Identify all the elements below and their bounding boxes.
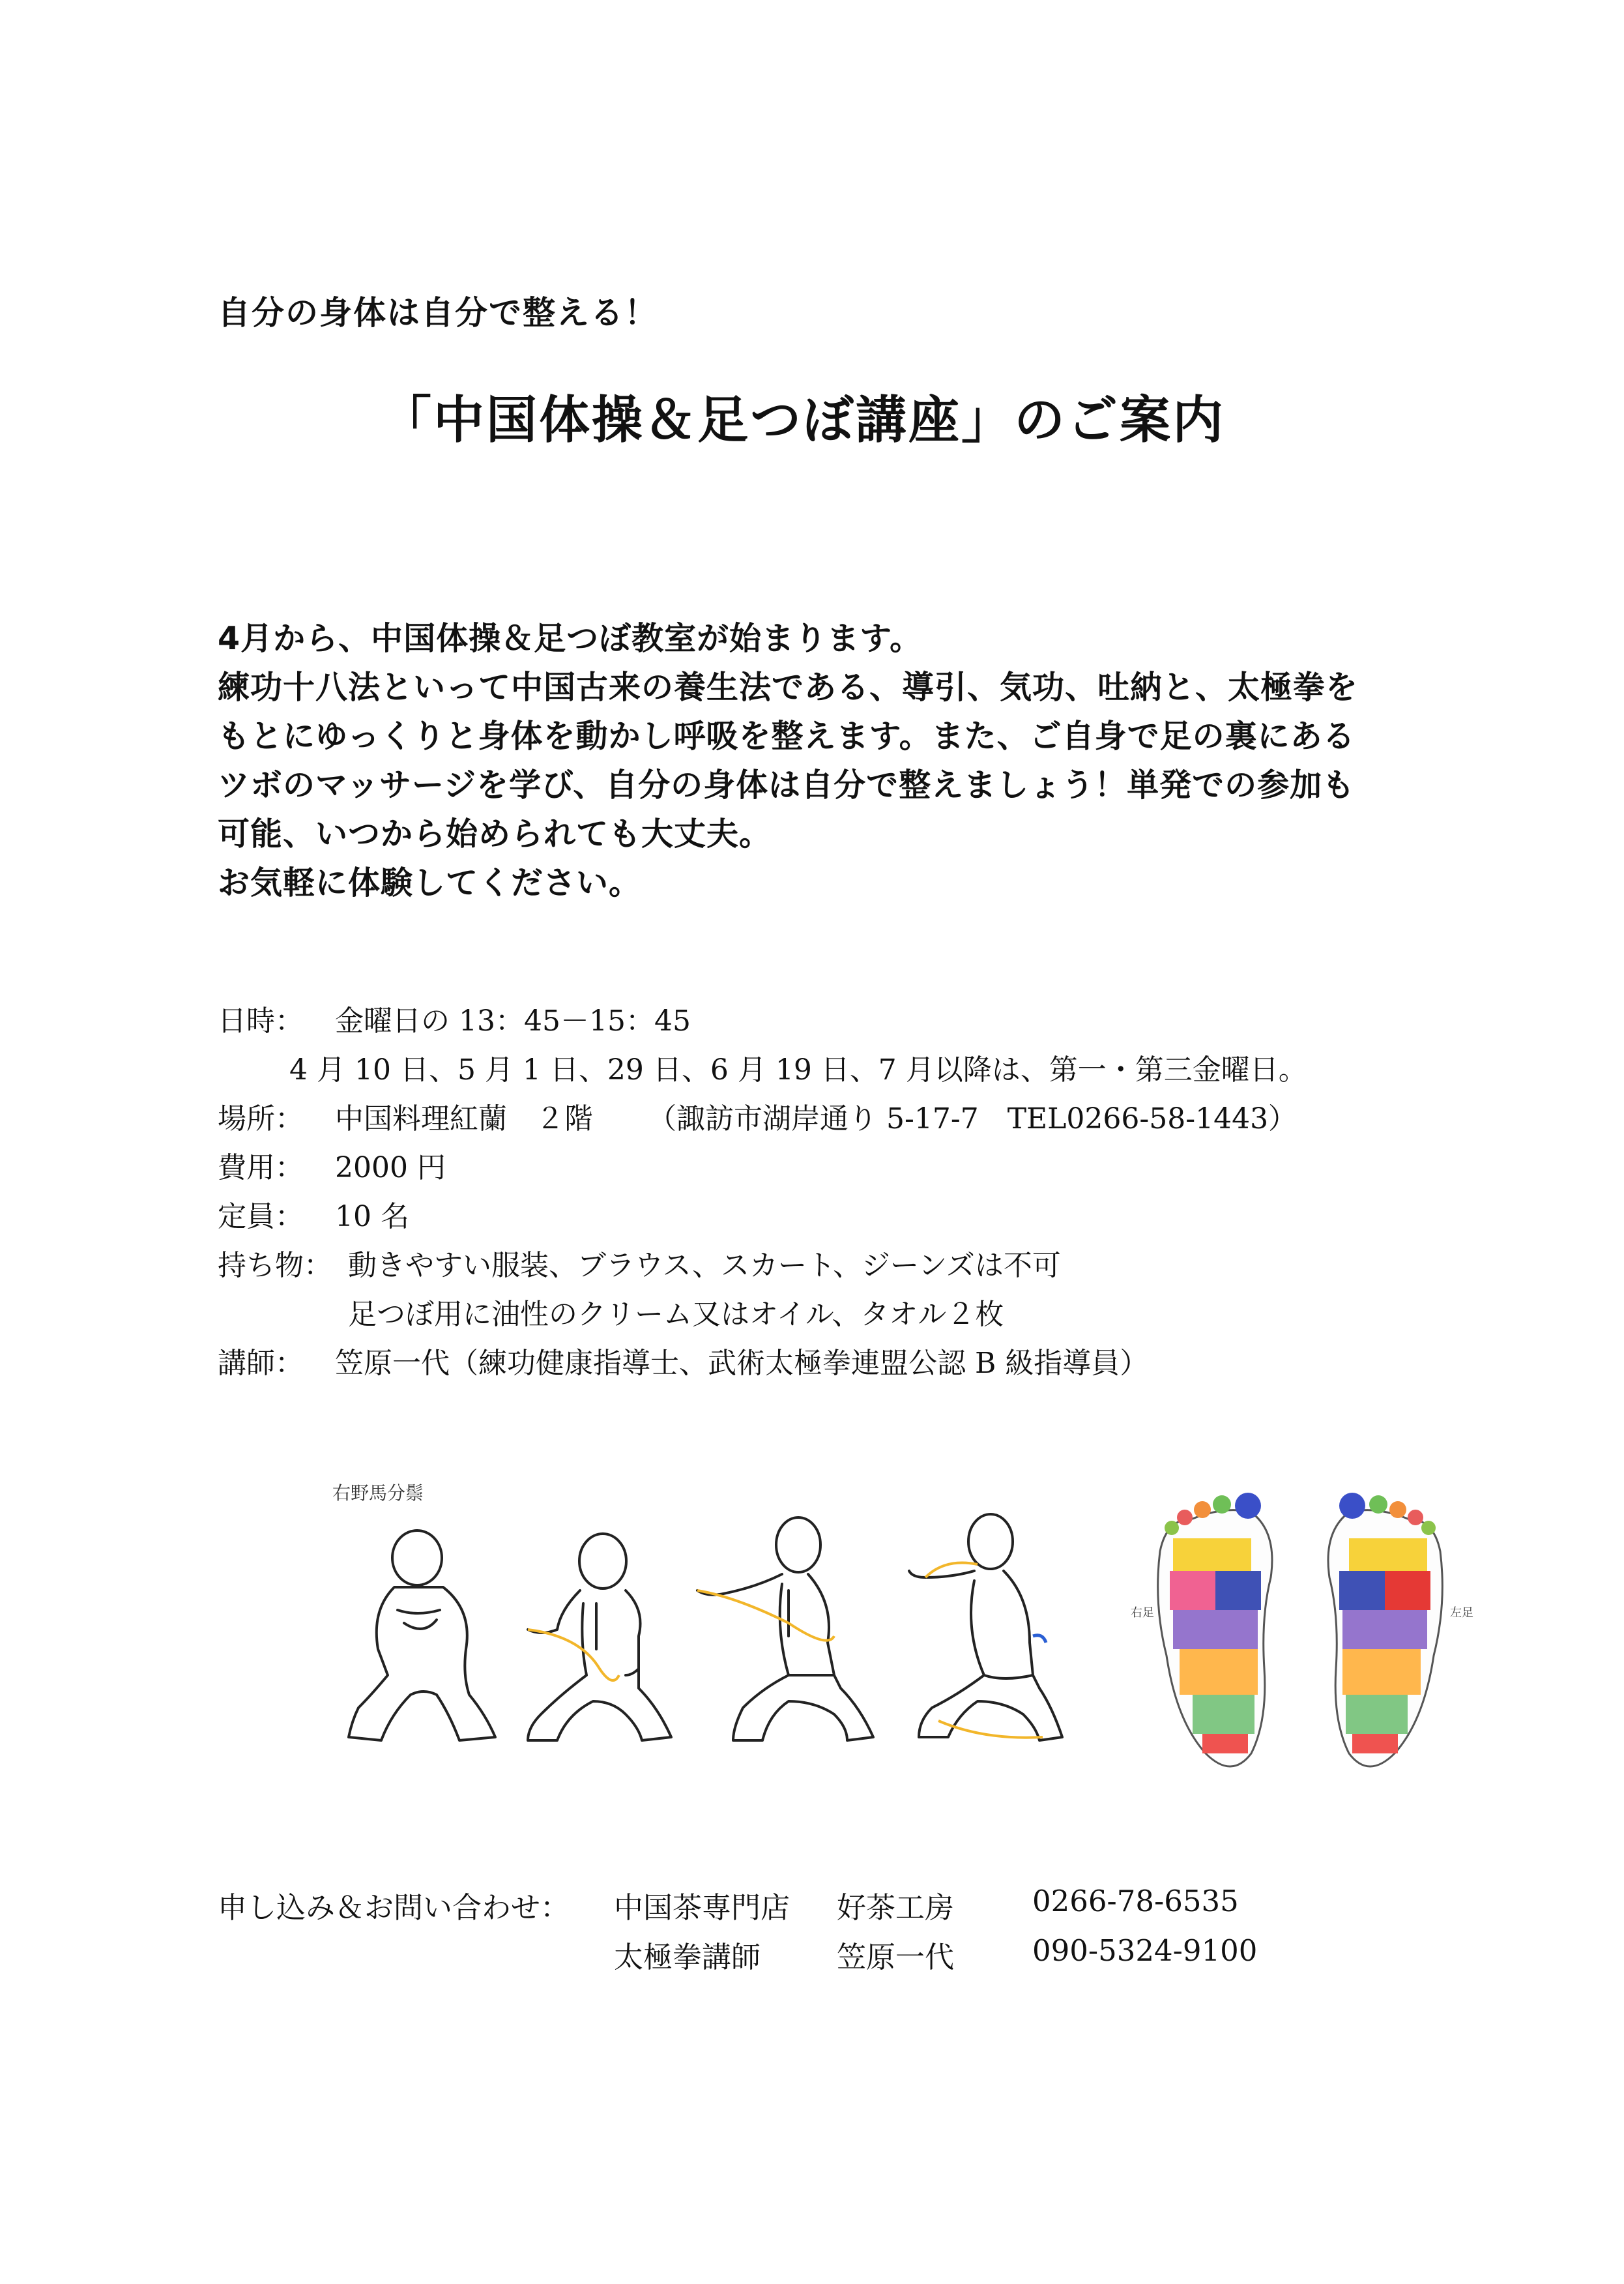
foot-reflexology-chart	[1121, 1473, 1486, 1779]
teacher-name: 笠原一代	[837, 1940, 955, 1974]
blue-arrow	[1033, 1635, 1046, 1643]
right-foot-label: 右足	[1131, 1606, 1154, 1620]
left-foot	[1328, 1493, 1473, 1766]
motion-arrow	[697, 1590, 834, 1641]
figure-2	[528, 1534, 671, 1740]
shop-phone: 0266-78-6535	[1032, 1884, 1239, 1918]
dates-row	[218, 1046, 1521, 1095]
details-section	[218, 997, 1521, 1388]
contact-label: 申し込み＆お問い合わせ：	[218, 1890, 570, 1925]
figure-1	[349, 1530, 495, 1740]
fee-value: 2000 円	[335, 1151, 446, 1184]
intro-line: もとにゆっくりと身体を動かし呼吸を整えます。また、ご自身で足の裏にある	[218, 718, 1356, 755]
intro-paragraph	[218, 614, 1456, 907]
page-title: 「中国体操＆足つぼ講座」のご案内	[381, 391, 1226, 450]
contact-row-teacher	[218, 1933, 1456, 1983]
right-foot	[1131, 1493, 1272, 1766]
items-value: 動きやすい服装、ブラウス、スカート、ジーンズは不可	[348, 1249, 1061, 1282]
items-row-2	[218, 1291, 1521, 1340]
illustration-caption: 右野馬分鬃	[332, 1482, 424, 1504]
motion-arrow	[528, 1630, 619, 1680]
intro-line: お気軽に体験してください。	[218, 864, 642, 901]
fee-row	[218, 1144, 1521, 1193]
intro-line: 練功十八法といって中国古来の養生法である、導引、気功、吐納と、太極拳を	[218, 669, 1359, 706]
intro-line: ツボのマッサージを学び、自分の身体は自分で整えましょう！単発での参加も	[218, 767, 1356, 804]
teacher-role: 太極拳講師	[614, 1940, 761, 1974]
place-row	[218, 1095, 1521, 1144]
items-row	[218, 1242, 1521, 1291]
datetime-value: 金曜日の 13：45－15：45	[335, 1004, 691, 1038]
contact-row-shop	[218, 1884, 1456, 1933]
capacity-label: 定員：	[218, 1200, 304, 1233]
intro-line: 4月から、中国体操＆足つぼ教室が始まります。	[218, 620, 923, 657]
capacity-value: 10 名	[335, 1200, 409, 1233]
items-value-2: 足つぼ用に油性のクリーム又はオイル、タオル２枚	[348, 1298, 1004, 1331]
contact-section	[218, 1884, 1456, 1983]
figure-3	[697, 1517, 873, 1740]
place-address: （諏訪市湖岸通り 5-17-7 TEL0266-58-1443）	[648, 1102, 1298, 1135]
taichi-figures-image	[332, 1480, 1108, 1766]
taichi-illustration	[332, 1480, 1108, 1766]
place-label: 場所：	[218, 1102, 304, 1135]
intro-line: 可能、いつから始められても大丈夫。	[218, 815, 772, 853]
left-foot-label: 左足	[1450, 1606, 1473, 1620]
fee-label: 費用：	[218, 1151, 304, 1184]
tagline: 自分の身体は自分で整える！	[218, 294, 658, 332]
datetime-label: 日時：	[218, 1004, 304, 1038]
dates-value: 4 月 10 日、5 月 1 日、29 日、6 月 19 日、7 月以降は、第一・第三金曜日。	[289, 1053, 1307, 1087]
instructor-value: 笠原一代（練功健康指導士、武術太極拳連盟公認 B 級指導員）	[335, 1347, 1149, 1380]
instructor-row	[218, 1340, 1521, 1388]
foot-chart-image	[1121, 1473, 1486, 1779]
capacity-row	[218, 1193, 1521, 1242]
figure-4	[909, 1514, 1062, 1740]
instructor-label: 講師：	[218, 1347, 304, 1380]
shop-brand: 好茶工房	[837, 1890, 955, 1925]
datetime-row	[218, 997, 1521, 1046]
place-value: 中国料理紅蘭 ２階	[335, 1102, 593, 1135]
items-label: 持ち物：	[218, 1249, 332, 1282]
teacher-phone: 090-5324-9100	[1032, 1933, 1258, 1968]
shop-name: 中国茶専門店	[614, 1890, 790, 1925]
